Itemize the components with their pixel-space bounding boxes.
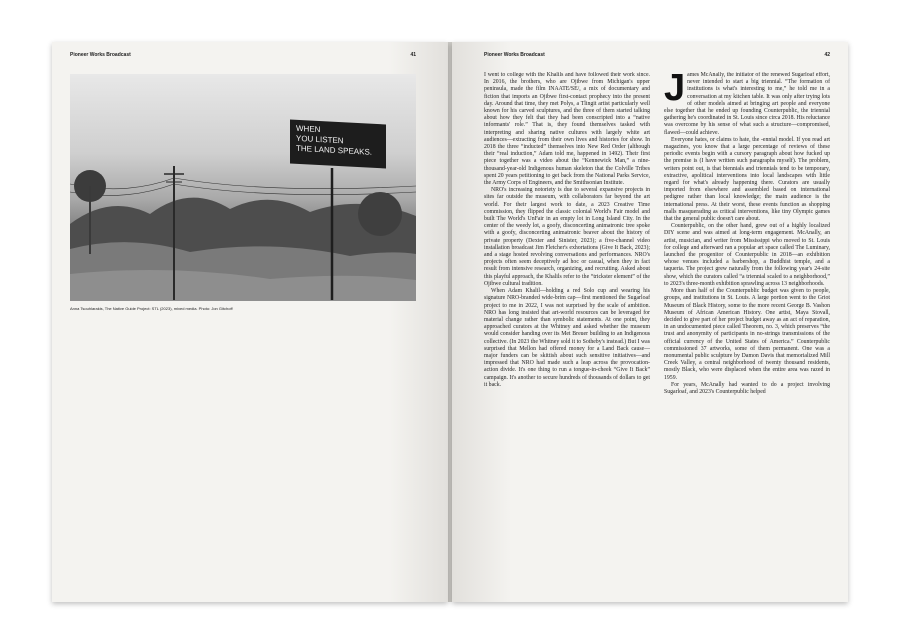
page-number-left: 41 — [410, 52, 416, 58]
paragraph: ames McAnally, the initiator of the renewed Sugarloaf effort, never intended to start a big triennial. “The formation of institutions is what's interesting to me,” he told me in a conversation at my kitchen table. It was only after trying lots of other models aimed at bringing art people and everyone else together that he ended up founding Counterpublic, the triennial gathering he's coordinated in St. Louis since circa 2018. His reluctance was overcome by his sense of what such a structure—compromised, flawed—could achieve. — [664, 72, 830, 136]
photo-caption: Anna Tsouhlarakis, The Native Guide Project: STL (2023), mixed media. Photo: Jon Gitchoff — [70, 306, 233, 311]
billboard-line: THE LAND SPEAKS. — [296, 143, 373, 157]
paragraph: When Adam Khalil—holding a red Solo cup and wearing his signature NRO-branded wide-brim cap—first mentioned the Sugarloaf project to me in 2022, I was not surprised by the scale of ambition. NRO has long insisted that art-world resources can be leveraged for material change rather than symbolic statements. At one point, they approached curators at the Whitney and asked whether the museum would consider handing over its Met Breuer building to an Indigenous collective. (In 2023 the Whitney sold it to Sotheby's instead.) But I was surprised that Mellon had offered money for a Land Back cause—major funders can be skittish about such sensitive initiatives—and impressed that NRO had made such a leap across the provocation-action divide. It's one thing to run a tongue-in-cheek “Give It Back” campaign. It's another to secure hundreds of thousands of dollars to get it back. — [484, 288, 650, 388]
billboard-line: WHEN — [296, 123, 321, 135]
paragraph: NRO's increasing notoriety is due to several expansive projects in sites far outside the museum, with collaborators far beyond the art world. For their largest work to date, a 2023 Creative Time commission, they flipped the classic colonial World's Fair model and built The World's UnFair in an empty lot in Long Island City. In the center of the weedy lot, a goofy, disconcerting animatronic tree spoke with a goofy, disconcerting animatronic beaver about the history of private property (Dexter and Sinister, 2023); a five-channel video installation broadcast Jim Fletcher's exhortations (Give It Back, 2023); and a stage hosted revolving conversations and performances. NRO's projects often seem deceptively ad hoc or casual, when they in fact result from intensive research, organizing, and recruiting. Asked about this playful approach, the Khalils refer to the “trickster element” of the Ojibwe cultural tradition. — [484, 187, 650, 287]
text-column-right — [664, 72, 830, 592]
running-head-left: Pioneer Works Broadcast — [70, 52, 131, 58]
billboard-sign — [290, 119, 386, 168]
paragraph: I went to college with the Khalils and have followed their work since. In 2016, the brothers, who are Ojibwe from Michigan's upper peninsula, made the film INAATE/SE/, a mix of documentary and fiction that imports an Ojibwe first-contact prophecy into the present day. Around that time, they met Polys, a Tlingit artist particularly well known for his carved sculptures, and the three of them started talking about how they felt that they had been conscripted into a “native informants' role.” That is, they found themselves tasked with interpreting and sharing native cultures with largely white art audiences—extracting from their own lives and histories for show. In 2018 the three “inducted” themselves into New Red Order (although their “real induction,” Adam told me, happened in 1492). Their first piece together was a video about the “Kennewick Man,” a nine-thousand-year-old Indigenous human skeleton that the Colville Tribes spent 20 years petitioning to get back from the National Parks Service, the Army Corps of Engineers, and the Smithsonian Institute. — [484, 72, 650, 187]
running-head-right: Pioneer Works Broadcast — [484, 52, 545, 58]
billboard-photo — [70, 74, 416, 301]
text-column-left — [484, 72, 650, 592]
paragraph: More than half of the Counterpublic budget was given to people, groups, and institutions in St. Louis. A large portion went to the Griot Museum of Black History, some to the more recent George B. Vashon Museum of African American History. One artist, Maya Stovall, decided to give part of her project budget away as an act of reparation, in an undocumented piece called Theorem, no. 3, which preserves “the trust and anonymity of participants in no-strings transmissions of the official currency of the United States of America.” Counterpublic commissioned 37 artworks, some of them permanent. One was a monumental public sculpture by Damon Davis that memorialized Mill Creek Valley, a central neighborhood of twenty thousand residents, mostly Black, who were displaced when the entire area was razed in 1959. — [664, 288, 830, 381]
billboard-line: YOU LISTEN — [296, 133, 344, 146]
paragraph: Counterpublic, on the other hand, grew out of a highly localized DIY scene and was aimed at long-term engagement. McAnally, an artist, musician, and writer from Mississippi who moved to St. Louis for college and afterward ran a popular art space called The Luminary, launched the progenitor of Counterpublic in 2018—an exhibition whose venues included a barbershop, a Buddhist temple, and a taqueria. The project grew naturally from the following year's 24-site show, which the curators called “a triennial scaled to a neighborhood,” to 2023's three-month exhibition sprawling across 13 neighborhoods. — [664, 223, 830, 287]
right-page — [452, 42, 848, 602]
landscape-illustration — [70, 74, 416, 301]
page-number-right: 42 — [824, 52, 830, 58]
paragraph: For years, McAnally had wanted to do a project involving Sugarloaf, and 2023's Counterpublic helped — [664, 381, 830, 395]
drop-cap: J — [664, 72, 686, 109]
left-page — [52, 42, 448, 602]
paragraph: Everyone hates, or claims to hate, the -ennial model. If you read art magazines, you know that a large percentage of reviews of these periodic events begin with a cursory paragraph about how fucked up the premise is (I have written such paragraphs myself). The problem, writers point out, is that biennials and triennials tend to be temporary, extractive, apolitical interventions into local landscapes with little regard for what's already happening there. Curators are usually imported from elsewhere and assembled based on international pedigree rather than local knowledge; the main audience is the international press. At their worst, these events function as shopping malls masquerading as critical interventions, like tiny Olympic games that the general public doesn't care about. — [664, 136, 830, 223]
